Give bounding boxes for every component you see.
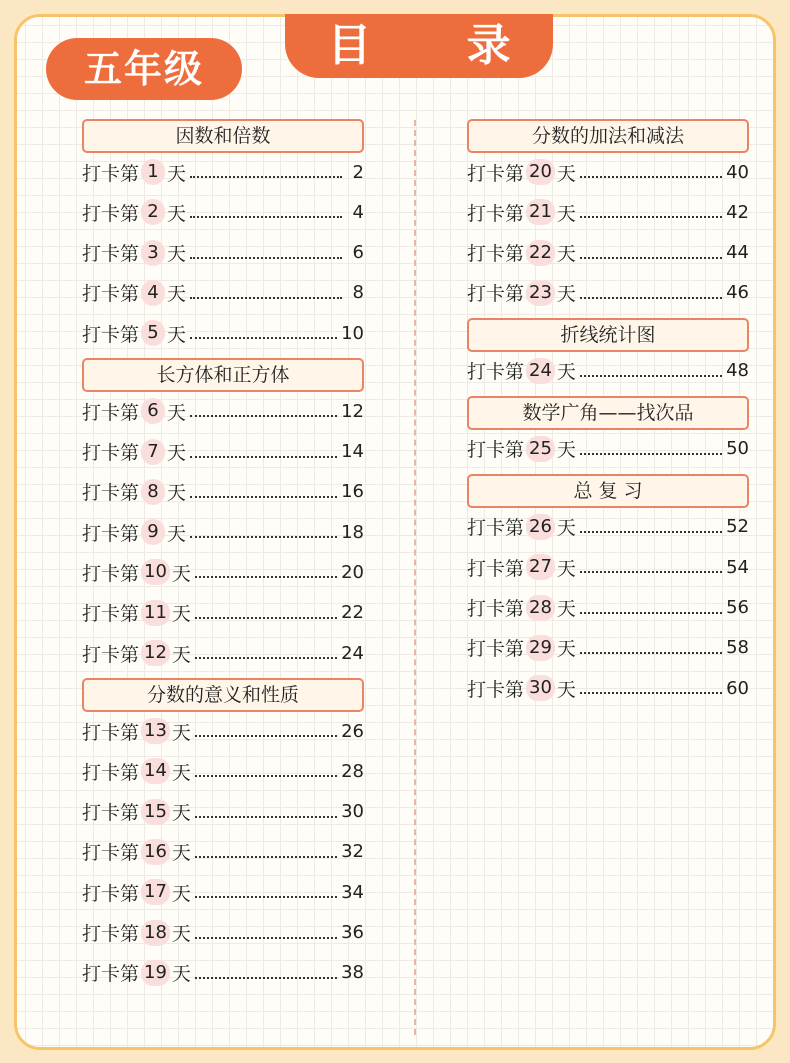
entry-prefix: 打卡第	[82, 202, 140, 225]
toc-entry[interactable]	[467, 552, 749, 582]
day-number: 27	[526, 554, 555, 580]
dot-leader	[190, 486, 337, 498]
entry-prefix: 打卡第	[467, 243, 525, 266]
dot-leader	[580, 561, 722, 573]
entry-suffix: 天	[167, 202, 187, 225]
toc-entry[interactable]	[82, 517, 364, 547]
dot-leader	[190, 327, 337, 339]
day-number: 24	[526, 358, 555, 384]
entry-suffix: 天	[556, 439, 576, 462]
dot-leader	[195, 725, 337, 737]
page-number: 40	[726, 161, 749, 183]
entry-suffix: 天	[556, 361, 576, 384]
dot-leader	[190, 526, 337, 538]
toc-entry[interactable]	[467, 512, 749, 542]
toc-entry[interactable]	[467, 157, 749, 187]
page-number: 54	[726, 556, 749, 578]
dot-leader	[195, 846, 337, 858]
day-number: 12	[141, 640, 170, 666]
entry-prefix: 打卡第	[82, 243, 140, 266]
entry-suffix: 天	[167, 323, 187, 346]
toc-entry[interactable]	[467, 197, 749, 227]
entry-suffix: 天	[556, 598, 576, 620]
page-number: 32	[341, 841, 364, 863]
dot-leader	[580, 682, 722, 694]
page-number: 16	[341, 481, 364, 503]
entry-suffix: 天	[171, 842, 191, 865]
dot-leader	[195, 647, 337, 659]
dot-leader	[580, 521, 722, 533]
day-number: 21	[526, 199, 555, 225]
toc-entry[interactable]	[82, 958, 364, 988]
entry-suffix: 天	[167, 283, 187, 306]
entry-prefix: 打卡第	[467, 162, 525, 185]
section-header: 分数的加法和减法	[467, 119, 749, 153]
day-number: 28	[526, 595, 555, 621]
entry-suffix: 天	[171, 882, 191, 905]
entry-prefix: 打卡第	[467, 678, 525, 701]
day-number: 1	[141, 159, 165, 185]
dot-leader	[195, 886, 337, 898]
dot-leader	[190, 287, 342, 299]
toc-entry[interactable]	[467, 278, 749, 308]
page-number: 14	[341, 441, 364, 462]
day-number: 29	[526, 635, 555, 661]
page-number: 56	[726, 597, 749, 618]
toc-entry[interactable]	[82, 598, 364, 628]
entry-suffix: 天	[171, 603, 191, 626]
entry-suffix: 天	[171, 802, 191, 825]
toc-entry[interactable]	[82, 797, 364, 827]
page-number: 8	[352, 282, 364, 304]
entry-suffix: 天	[171, 923, 191, 945]
page-number: 46	[726, 282, 749, 304]
entry-prefix: 打卡第	[82, 482, 140, 505]
dot-leader	[580, 166, 722, 178]
day-number: 25	[526, 436, 555, 462]
entry-prefix: 打卡第	[82, 442, 140, 464]
entry-suffix: 天	[167, 442, 187, 464]
entry-suffix: 天	[171, 562, 191, 585]
day-number: 7	[141, 439, 165, 465]
entry-prefix: 打卡第	[82, 522, 140, 545]
day-number: 30	[526, 675, 555, 701]
day-number: 8	[141, 479, 165, 505]
entry-suffix: 天	[556, 557, 576, 580]
day-number: 5	[141, 320, 165, 346]
dot-leader	[195, 967, 337, 979]
day-number: 3	[141, 240, 165, 266]
page-number: 26	[341, 720, 364, 742]
dot-leader	[580, 642, 722, 654]
entry-prefix: 打卡第	[82, 401, 140, 424]
day-number: 14	[141, 758, 170, 784]
page-number: 28	[341, 760, 364, 782]
day-number: 19	[141, 960, 170, 986]
entry-prefix: 打卡第	[82, 562, 140, 585]
dot-leader	[195, 765, 337, 777]
dot-leader	[580, 365, 722, 377]
entry-prefix: 打卡第	[82, 162, 140, 185]
page-number: 10	[341, 322, 364, 344]
entry-prefix: 打卡第	[467, 517, 525, 540]
entry-suffix: 天	[167, 482, 187, 505]
toc-entry[interactable]	[82, 197, 364, 227]
page-title: 目 录	[285, 14, 553, 78]
entry-suffix: 天	[556, 202, 576, 225]
entry-suffix: 天	[167, 401, 187, 424]
dot-leader	[190, 405, 337, 417]
entry-prefix: 打卡第	[82, 603, 140, 626]
day-number: 23	[526, 280, 555, 306]
day-number: 10	[141, 559, 170, 585]
page-number: 4	[352, 201, 364, 223]
dot-leader	[190, 206, 342, 218]
day-number: 18	[141, 920, 170, 946]
toc-entry[interactable]	[467, 356, 749, 386]
toc-entry[interactable]	[82, 837, 364, 867]
section-header: 折线统计图	[467, 318, 749, 352]
dot-leader	[195, 607, 337, 619]
dot-leader	[190, 446, 337, 458]
page-number: 30	[341, 801, 364, 823]
entry-prefix: 打卡第	[82, 963, 140, 986]
toc-entry[interactable]	[82, 918, 364, 948]
dot-leader	[580, 247, 722, 259]
entry-suffix: 天	[556, 283, 576, 306]
toc-entry[interactable]	[467, 633, 749, 663]
toc-entry[interactable]	[82, 557, 364, 587]
toc-entry[interactable]	[82, 157, 364, 187]
page-number: 50	[726, 438, 749, 460]
toc-entry[interactable]	[82, 877, 364, 907]
entry-suffix: 天	[171, 963, 191, 986]
dot-leader	[580, 602, 722, 614]
dot-leader	[190, 166, 342, 178]
day-number: 22	[526, 240, 555, 266]
day-number: 13	[141, 718, 170, 744]
page-number: 42	[726, 201, 749, 223]
entry-prefix: 打卡第	[467, 283, 525, 306]
dot-leader	[195, 927, 337, 939]
entry-prefix: 打卡第	[467, 202, 525, 225]
page-number: 34	[341, 881, 364, 903]
entry-suffix: 天	[556, 678, 576, 701]
entry-suffix: 天	[167, 522, 187, 545]
section-header: 数学广角——找次品	[467, 396, 749, 430]
page-number: 60	[726, 677, 749, 699]
entry-suffix: 天	[556, 517, 576, 540]
day-number: 2	[141, 199, 165, 225]
dot-leader	[580, 206, 722, 218]
page-number: 48	[726, 360, 749, 382]
entry-suffix: 天	[556, 243, 576, 266]
entry-prefix: 打卡第	[82, 882, 140, 905]
page-number: 58	[726, 637, 749, 659]
entry-prefix: 打卡第	[467, 557, 525, 580]
day-number: 15	[141, 799, 170, 825]
page-number: 20	[341, 561, 364, 583]
entry-prefix: 打卡第	[82, 802, 140, 825]
page-number: 36	[341, 922, 364, 943]
entry-suffix: 天	[171, 721, 191, 744]
page-number: 18	[341, 521, 364, 543]
dot-leader	[190, 247, 342, 259]
entry-prefix: 打卡第	[82, 721, 140, 744]
toc-entry[interactable]	[82, 278, 364, 308]
dot-leader	[195, 566, 337, 578]
entry-prefix: 打卡第	[82, 283, 140, 306]
toc-entry[interactable]	[467, 434, 749, 464]
entry-prefix: 打卡第	[82, 323, 140, 346]
entry-prefix: 打卡第	[467, 361, 525, 384]
day-number: 11	[141, 600, 170, 626]
toc-entry[interactable]	[82, 238, 364, 268]
entry-prefix: 打卡第	[467, 598, 525, 620]
toc-entry[interactable]	[467, 593, 749, 623]
dot-leader	[195, 806, 337, 818]
day-number: 20	[526, 159, 555, 185]
day-number: 4	[141, 280, 165, 306]
page-number: 52	[726, 516, 749, 538]
entry-suffix: 天	[171, 643, 191, 666]
entry-prefix: 打卡第	[467, 439, 525, 462]
entry-suffix: 天	[556, 162, 576, 185]
column-divider	[414, 120, 416, 1035]
toc-entry[interactable]	[467, 238, 749, 268]
page-number: 24	[341, 642, 364, 664]
page-number: 38	[341, 962, 364, 984]
section-header: 分数的意义和性质	[82, 678, 364, 712]
section-header: 总 复 习	[467, 474, 749, 508]
page-number: 22	[341, 602, 364, 624]
toc-entry[interactable]	[82, 477, 364, 507]
page-number: 6	[352, 242, 364, 264]
entry-prefix: 打卡第	[82, 761, 140, 784]
toc-entry[interactable]	[82, 437, 364, 467]
entry-suffix: 天	[556, 638, 576, 661]
day-number: 16	[141, 839, 170, 865]
entry-suffix: 天	[167, 162, 187, 185]
day-number: 6	[141, 398, 165, 424]
entry-prefix: 打卡第	[82, 923, 140, 945]
entry-suffix: 天	[167, 243, 187, 266]
day-number: 9	[141, 519, 165, 545]
entry-prefix: 打卡第	[82, 842, 140, 865]
section-header: 长方体和正方体	[82, 358, 364, 392]
page-number: 2	[352, 161, 364, 183]
entry-prefix: 打卡第	[82, 643, 140, 666]
dot-leader	[580, 287, 722, 299]
dot-leader	[580, 443, 722, 455]
toc-entry[interactable]	[82, 756, 364, 786]
entry-suffix: 天	[171, 761, 191, 784]
toc-entry[interactable]	[82, 638, 364, 668]
day-number: 17	[141, 879, 170, 905]
entry-prefix: 打卡第	[467, 638, 525, 661]
section-header: 因数和倍数	[82, 119, 364, 153]
toc-entry[interactable]	[82, 716, 364, 746]
day-number: 26	[526, 514, 555, 540]
toc-entry[interactable]	[82, 396, 364, 426]
toc-entry[interactable]	[82, 318, 364, 348]
page-number: 12	[341, 400, 364, 422]
toc-entry[interactable]	[467, 673, 749, 703]
grade-badge: 五年级	[46, 38, 242, 100]
page-number: 44	[726, 242, 749, 264]
